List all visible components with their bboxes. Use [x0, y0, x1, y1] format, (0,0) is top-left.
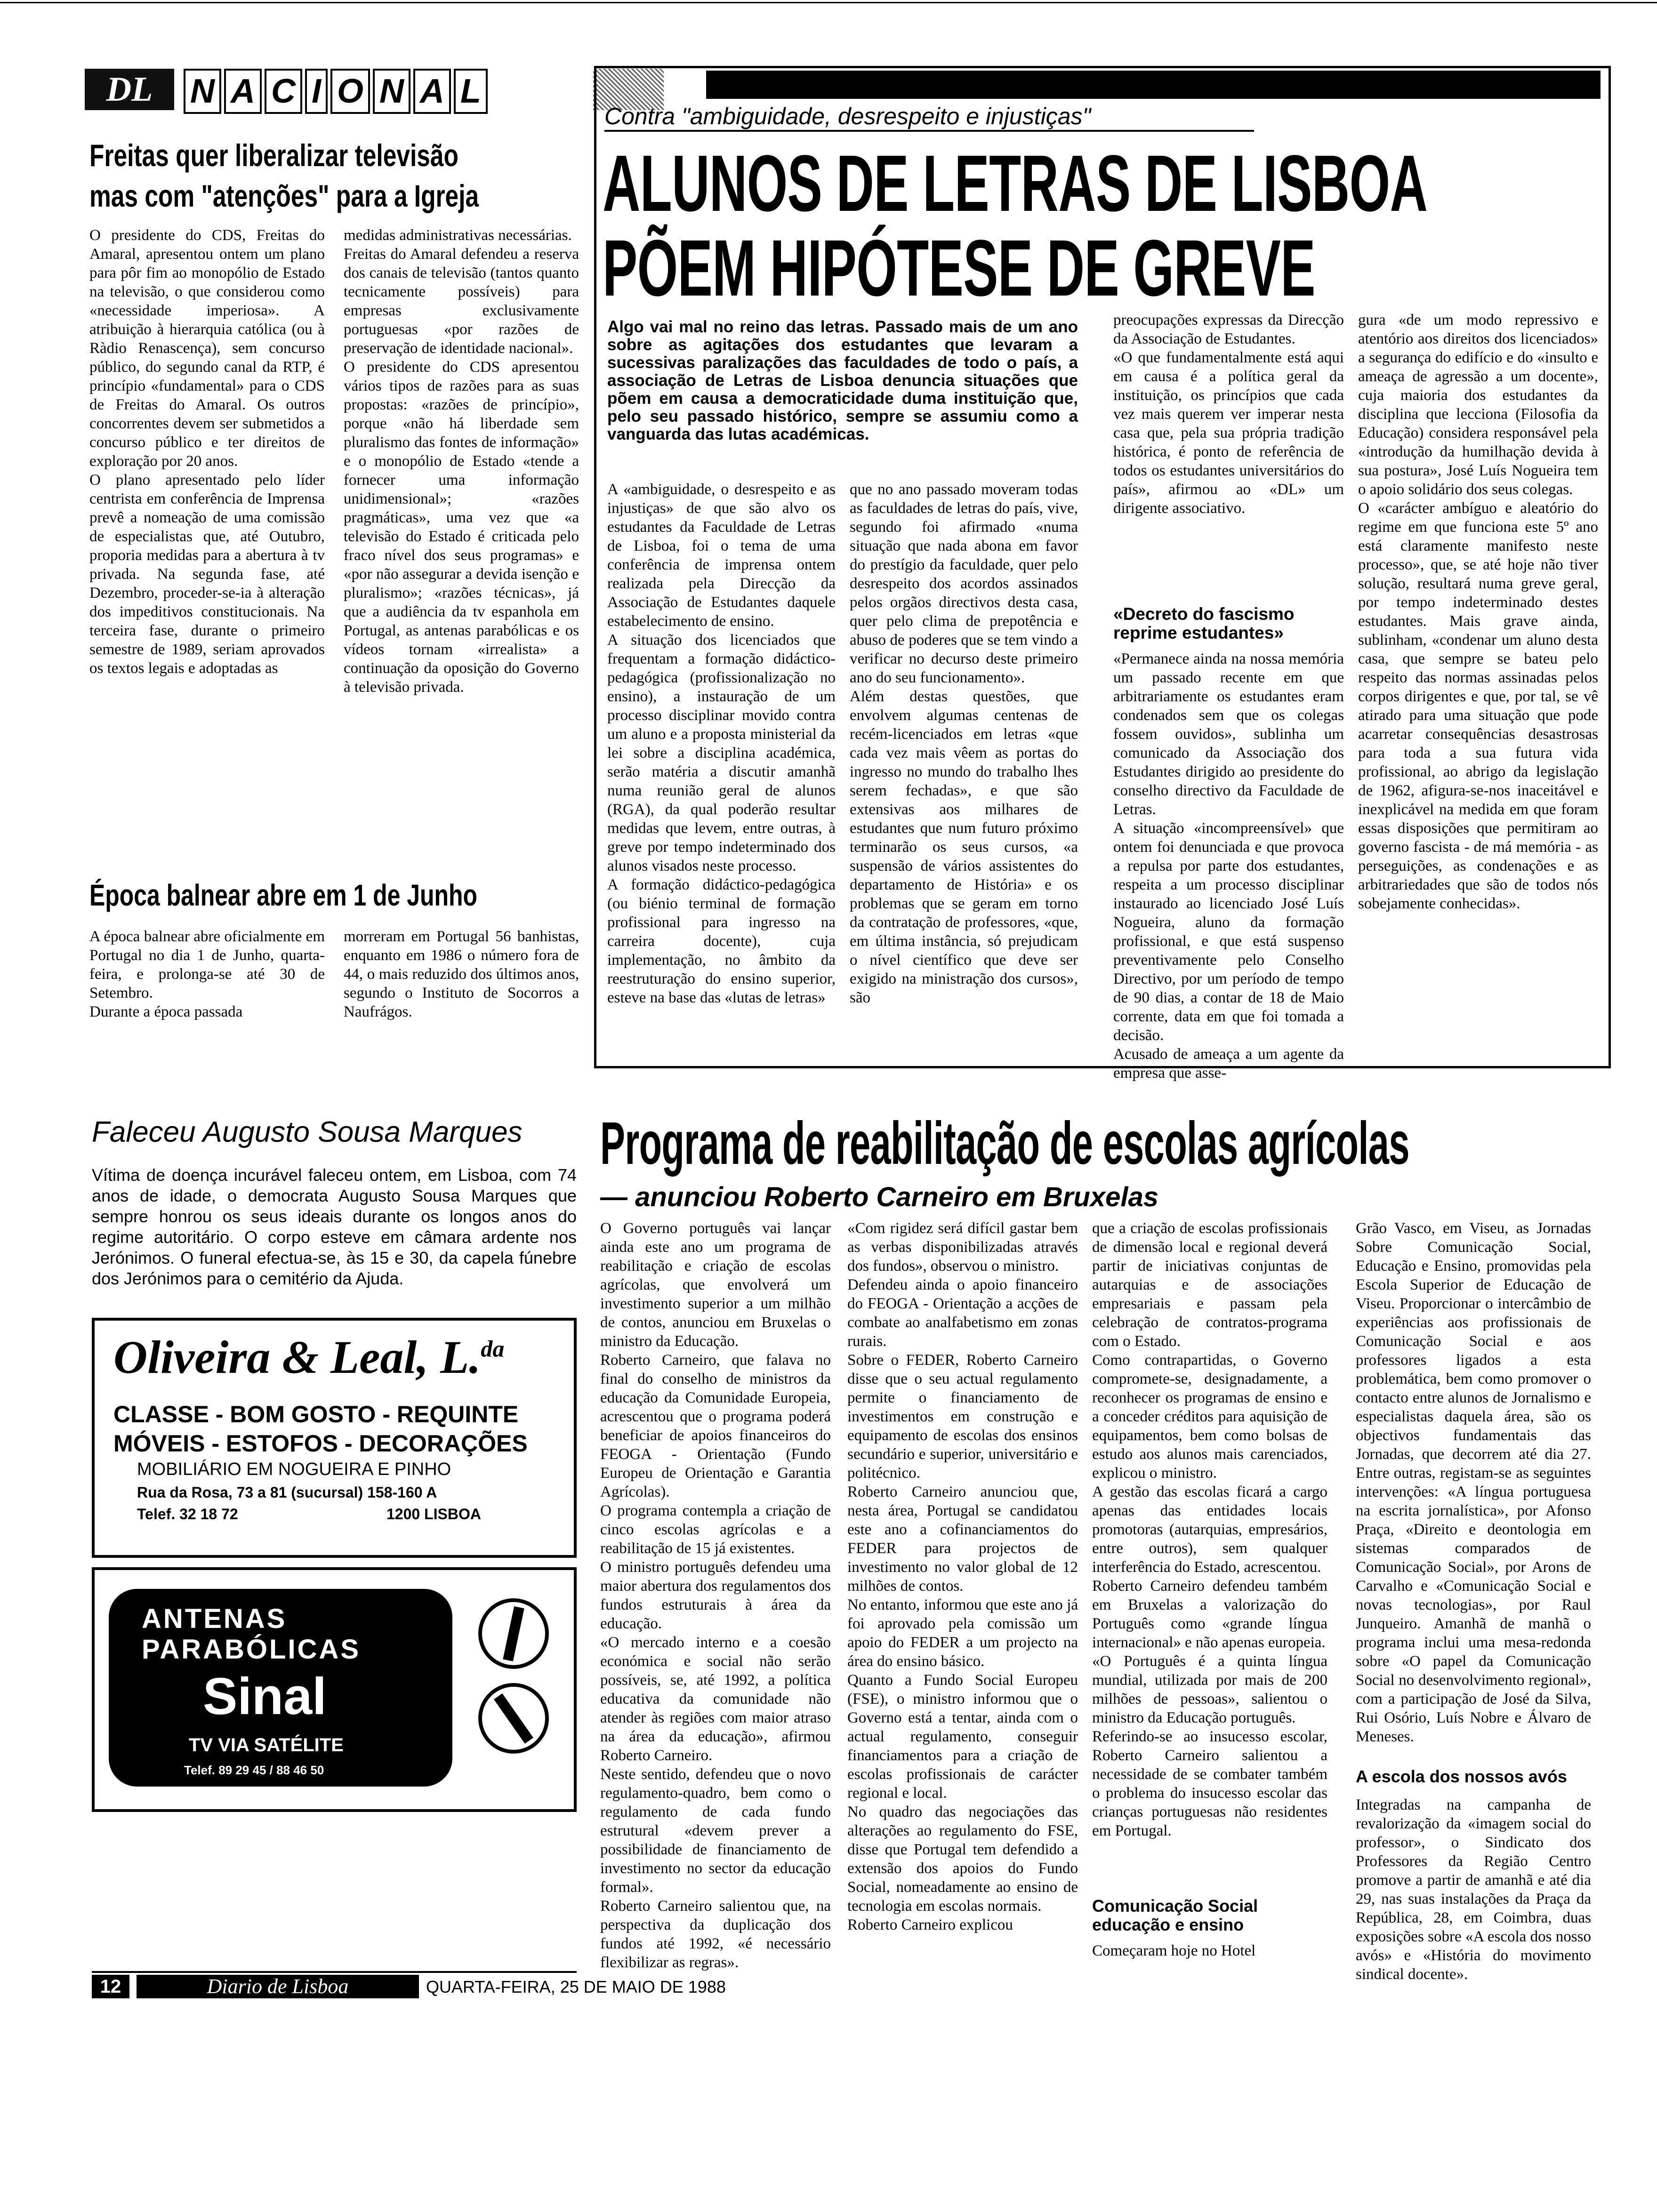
footer-rule: [92, 1971, 577, 1973]
alunos-top-bar: [706, 71, 1601, 99]
alunos-col4: gura «de um modo repressivo e atentório aos direitos dos licenciados» a segurança do edifício e do «insulto e ameaça de agressão a um docente», cuja maioria dos estudantes da disciplina que lecciona (Filosofia da Educação) considera responsável pela «introdução da humilhação devida à sua postura», José Luís Nogueira tem o apoio solidário dos seus colegas. O «carácter ambíguo e aleatório do regime em que funciona este 5º ano está claramente manifesto neste processo», que, se até hoje não tiver solução, resultará numa greve geral, por tempo indeterminado destes estudantes. Mais grave ainda, sublinham, «condenar um aluno desta casa, que sempre se bateu pelo respeito das normas assinadas pelos corpos dirigentes e que, por tal, se vê atirado para uma situação que pode acarretar consequências desastrosas para toda a sua futura vida profissional, ao abrigo da legislação de 1962, afigura-se-nos inaceitável e inexplicável na medida em que foram essas disposições que permitiram ao governo fascista - de má memória - as perseguições, as condenações e as arbitrariedades que são de todos nós sobejamente conhecidas».: [1358, 312, 1598, 912]
programa-subhead: Comunicação Social educação e ensino: [1092, 1896, 1258, 1934]
programa-col1: O Governo português vai lançar ainda este ano um programa de reabilitação e criação de escolas agrícolas, que envolverá um investimento superior a um milhão de contos, anunciou em Bruxelas o ministro da Educação. Roberto Carneiro, que falava no final do conselho de ministros da educação da Comunidade Europeia, acrescentou que o programa poderá beneficiar de apoios financeiros do FEOGA - Orientação (Fundo Europeu de Orientação e Garantia Agrícolas). O programa contempla a criação de cinco escolas agrícolas e a reabilitação de 15 já existentes. O ministro português defendeu uma maior abertura dos regulamentos dos fundos estruturais à área da educação. «O mercado interno e a coesão económica e social não serão possíveis, se, até 1992, a política educativa da comunidade não atender às regiões com maior atraso na área da educação», afirmou Roberto Carneiro. Neste sentido, defendeu que o novo regulamento-quadro, bem como o regulamento de cada fundo estrutural «devem prever a possibilidade de financiamento de investimento no sector da educação formal». Roberto Carneiro salientou que, na perspectiva da duplicação dos fundos até 1992, «é necessário flexibilizar as regras».: [600, 1220, 831, 1971]
section-letter: N: [184, 69, 221, 114]
ad-oliveira-line4: Rua da Rosa, 73 a 81 (sucursal) 158-160 A: [137, 1484, 437, 1501]
ad-oliveira-brand-sup: da: [481, 1335, 505, 1362]
section-letter: I: [305, 69, 328, 114]
section-letter: O: [330, 69, 370, 114]
programa-subheadline: — anunciou Roberto Carneiro em Bruxelas: [600, 1182, 1159, 1212]
programa-col3a: que a criação de escolas profissionais de dimensão local e regional deverá partir de iniciativas conjuntas de autarquias e de associações empresariais e passam pela celebração de contratos-programa com o Estado. Como contrapartidas, o Governo compromete-se, designadamente, a reconhecer os programas de ensino e a conceder créditos para aquisição de equipamentos, bem como bolsas de estudo aos alunos mais carenciados, explicou o ministro. A gestão das escolas ficará a cargo apenas das entidades locais promotoras (autarquias, empresários, entre outros), sem qualquer interferência do Estado, acrescentou. Roberto Carneiro defendeu também em Bruxelas a valorização do Português como «grande língua internacional» e não apenas europeia. «O Português é a quinta língua mundial, utilizada por mais de 200 milhões de pessoas», salientou o ministro da Educação português. Referindo-se ao insucesso escolar, Roberto Carneiro salientou a necessidade de se combater também o problema do insucesso escolar das crianças portuguesas não residentes em Portugal.: [1092, 1220, 1327, 1839]
footer-page-number: 12: [92, 1975, 129, 1998]
ad-oliveira-city: 1200 LISBOA: [386, 1506, 481, 1523]
ad-sinal-line1: ANTENAS: [142, 1603, 287, 1634]
faleceu-headline: Faleceu Augusto Sousa Marques: [92, 1116, 523, 1148]
knob-slash: [503, 1606, 524, 1661]
programa-col4b: Integradas na campanha de revalorização da «imagem social do professor», o Sindicato dos Professores da Região Centro promove a partir de amanhã e até dia 29, nas suas instalações da Praça da República, 28, em Coimbra, duas exposições sobre «A escola dos nosso avós» e «História do movimento sindical docente».: [1356, 1796, 1591, 1983]
ad-oliveira-line1: CLASSE - BOM GOSTO - REQUINTE: [113, 1401, 519, 1427]
epoca-headline: Época balnear abre em 1 de Junho: [89, 878, 477, 912]
programa-col4a: Grão Vasco, em Viseu, as Jornadas Sobre Comunicação Social, Educação e Ensino, promovidas pela Escola Superior de Educação de Viseu. Proporcionar o intercâmbio de experiências aos profissionais de Comunicação Social e aos professores ligados a esta problemática, bem como promover o contacto entre alunos de Jornalismo e especialistas daquela área, são os objectivos fundamentais das Jornadas, que decorrem até dia 27. Entre outras, registam-se as seguintes intervenções: «A língua portuguesa na escrita jornalística», por Afonso Praça, «Direito e deontologia em sistemas comparados de Comunicação Social», por Arons de Carvalho e «Comunicação Social e novas tecnologias», por Raul Junqueiro. Amanhã de manhã o programa inclui uma mesa-redonda sobre «O papel da Comunicação Social no desenvolvimento regional», com a participação de José da Silva, Rui Osório, Luís Nobre e Álvaro de Meneses.: [1356, 1220, 1591, 1745]
ad-sinal-brand: Sinal: [203, 1667, 327, 1725]
freitas-col2: medidas administrativas necessárias. Freitas do Amaral defendeu a reserva dos canais de televisão (tantos quanto tecnicamente possíveis) para empresas exclusivamente portuguesas «por razões de preservação de identidade nacional». O presidente do CDS apresentou vários tipos de razões para as suas propostas: «razões de princípio», porque «não há liberdade sem pluralismo das fontes de informação» e o monopólio de Estado «tende a fornecer uma informação unidimensional»; «razões pragmáticas», uma vez que «a televisão do Estado é criticada pelo fraco nível dos seus programas» e «por não assegurar a devida isenção e pluralismo»; «razões técnicas», já que a audiência da tv espanhola em Portugal, as antenas parabólicas e os vídeos tornam «irrealista» a continuação da oposição do Governo à televisão privada.: [344, 227, 579, 696]
ad-sinal-tagline: TV VIA SATÉLITE: [189, 1735, 344, 1755]
freitas-col1: O presidente do CDS, Freitas do Amaral, apresentou ontem um plano para pôr fim ao monopólio de Estado na televisão, o que considerou como «necessidade imperiosa». A atribuição à hierarquia católica (ou à Ràdio Renascença), sem concurso público, do segundo canal da RTP, é princípio «fundamental» para o CDS de Freitas do Amaral. Os outros concorrentes devem ser submetidos a concurso público e ter direitos de exploração por 20 anos. O plano apresentado pelo líder centrista em conferência de Imprensa prevê a nomeação de uma comissão de especialistas que, até Outubro, proporia medidas para a abertura à tv privada. Na segunda fase, até Dezembro, proceder-se-ia à alteração dos impeditivos constitucionais. Na terceira fase, durante o primeiro semestre de 1989, seriam aprovados os textos legais e adoptadas as: [89, 227, 325, 677]
alunos-col3b: «Permanece ainda na nossa memória um passado recente em que arbitrariamente os estudantes eram condenados sem que os colegas fossem ouvidos», sublinha um comunicado da Associação dos Estudantes dirigido ao presidente do conselho directivo da Faculdade de Letras. A situação «incompreensível» que ontem foi denunciada e que provoca a repulsa por parte dos estudantes, respeita a um processo disciplinar instaurado ao licenciado José Luís Nogueira, aluno da formação profissional, e que está suspenso preventivamente pelo Conselho Directivo, por um período de tempo de 90 dias, a contar de 18 de Maio corrente, data em que foi tomada a decisão. Acusado de ameaça a um agente da empresa que asse-: [1113, 650, 1344, 1082]
alunos-headline-line2: PÕEM HIPÓTESE DE GREVE: [603, 224, 1315, 313]
alunos-headline-line1: ALUNOS DE LETRAS DE LISBOA: [603, 139, 1428, 228]
alunos-kicker: Contra "ambiguidade, desrespeito e injustiças": [604, 103, 1254, 132]
alunos-col1: A «ambiguidade, o desrespeito e as injustiças» de que são alvo os estudantes da Faculdade de Letras de Lisboa, foi o tema de uma conferência de imprensa ontem realizada pela Direcção da Associação de Estudantes daquele estabelecimento de ensino. A situação dos licenciados que frequentam a formação didáctico-pedagógica (profissionalização no ensino), a instauração de um processo disciplinar movido contra um aluno e a proposta ministerial da lei sobre a disciplina académica, serão matéria a discutir amanhã numa reunião geral de alunos (RGA), da qual poderão resultar medidas que levem, entre outras, à greve por tempo indeterminado dos alunos visados neste processo. A formação didáctico-pedagógica (ou biénio terminal de formação profissional para ingresso na carreira docente), cuja implementação, no âmbito da reestruturação do ensino superior, esteve na base das «lutas de letras»: [607, 481, 836, 1006]
dl-logo-text: DL: [106, 70, 153, 109]
epoca-col1: A época balnear abre oficialmente em Portugal no dia 1 de Junho, quarta-feira, e prolonga-se até 30 de Setembro. Durante a época passada: [89, 928, 325, 1020]
programa-subhead2: A escola dos nossos avós: [1356, 1767, 1567, 1786]
ad-oliveira-brand-text: Oliveira & Leal, L.: [113, 1331, 481, 1383]
ad-oliveira-line2: MÓVEIS - ESTOFOS - DECORAÇÕES: [113, 1430, 528, 1457]
freitas-headline-line1: Freitas quer liberalizar televisão: [89, 138, 458, 173]
alunos-col3a: preocupações expressas da Direcção da Associação de Estudantes. «O que fundamentalmente está aqui em causa é a política geral da instituição, os princípios que cada vez mais querem ver imperar nesta casa que, pela sua própria tradição histórica, é ponto de referência de todos os estudantes universitários do país», afirmou ao «DL» um dirigente associativo.: [1113, 312, 1344, 517]
programa-col3b: Começaram hoje no Hotel: [1092, 1942, 1256, 1959]
alunos-subhead: «Decreto do fascismo reprime estudantes»: [1113, 604, 1295, 642]
programa-headline: Programa de reabilitação de escolas agrícolas: [600, 1110, 1409, 1177]
ad-oliveira-line3: MOBILIÁRIO EM NOGUEIRA E PINHO: [137, 1459, 451, 1479]
ad-sinal-line2: PARABÓLICAS: [142, 1634, 361, 1665]
footer-paper-name: Diario de Lisboa: [137, 1975, 419, 1998]
ad-oliveira-brand: [113, 1330, 504, 1384]
section-letter: A: [413, 69, 451, 114]
epoca-col2: morreram em Portugal 56 banhistas, enquanto em 1986 o número fora de 44, o mais reduzido dos últimos anos, segundo o Instituto de Socorros a Naufrágos.: [344, 928, 579, 1020]
section-letter: L: [454, 69, 488, 114]
alunos-lead: Algo vai mal no reino das letras. Passado mais de um ano sobre as agitações dos estudantes que levaram a sucessivas paralizações das faculdades de todo o país, a associação de Letras de Lisboa denuncia situações que põem em causa a democraticidade duma instituição que, pelo seu passado histórico, sempre se assumiu como a vanguarda das lutas académicas.: [607, 318, 1078, 443]
ad-oliveira: [92, 1318, 577, 1558]
section-letter: A: [224, 69, 262, 114]
alunos-col2: que no ano passado moveram todas as faculdades de letras do país, vive, segundo foi afirmado «numa situação que nada abona em favor do prestígio da faculdade, quer pelo desrespeito dos acordos assinados pelos orgãos directivos desta casa, quer pelo clima de prepotência e abuso de poderes que se tem vindo a verificar no decurso deste primeiro ano do seu funcionamento». Além destas questões, que envolvem algumas centenas de recém-licenciados em letras «que cada vez mais vêem as portas do ingresso no mundo do trabalho lhes serem fechadas», e que são extensivas aos milhares de estudantes que num futuro próximo terminarão os seus cursos, «a suspensão de vários assistentes do departamento de História» e os problemas que se geram em torno da contratação de professores, «que, em última instância, só prejudicam o nível científico que deve ser exigido na ministração dos cursos», são: [850, 481, 1078, 1006]
section-title: [184, 69, 491, 114]
knob-icon: [478, 1598, 549, 1669]
knob-icon: [478, 1683, 549, 1754]
section-letter: N: [373, 69, 410, 114]
knob-slash: [494, 1693, 533, 1744]
ad-sinal: [92, 1567, 577, 1812]
ad-sinal-phone: Telef. 89 29 45 / 88 46 50: [184, 1763, 324, 1777]
footer-date: QUARTA-FEIRA, 25 DE MAIO DE 1988: [426, 1977, 726, 1996]
faleceu-body: Vítima de doença incurável faleceu ontem, em Lisboa, com 74 anos de idade, o democrata Augusto Sousa Marques que sempre honrou os seus ideais durante os longos anos do regime autoritário. O corpo esteve em câmara ardente nos Jerónimos. O funeral efectua-se, às 15 e 30, da capela fúnebre dos Jerónimos para o cemitério da Ajuda.: [92, 1165, 577, 1288]
section-letter: C: [265, 69, 302, 114]
dl-logo: [85, 69, 174, 110]
section-banner: [85, 66, 560, 113]
freitas-headline-line2: mas com "atenções" para a Igreja: [89, 178, 479, 213]
ad-oliveira-phone: Telef. 32 18 72: [137, 1506, 238, 1523]
top-rule: [0, 2, 1657, 3]
programa-col2: «Com rigidez será difícil gastar bem as verbas disponibilizadas através dos fundos», observou o ministro. Defendeu ainda o apoio financeiro do FEOGA - Orientação a acções de combate ao analfabetismo em zonas rurais. Sobre o FEDER, Roberto Carneiro disse que o seu actual regulamento permite o financiamento de investimentos em construção e equipamento de escolas dos ensinos secundário e superior, universitário e politécnico. Roberto Carneiro anunciou que, nesta área, Portugal se candidatou este ano a cofinanciamentos do FEDER para projectos de investimento no valor global de 12 milhões de contos. No entanto, informou que este ano já foi aprovado pela comissão um apoio do FEDER a um projecto na área do ensino básico. Quanto a Fundo Social Europeu (FSE), o ministro informou que o Governo está a tentar, ainda com o actual regulamento, conseguir financiamentos para a criação de escolas profissionais de carácter regional e local. No quadro das negociações das alterações ao regulamento do FSE, disse que Portugal tem defendido a extensão dos apoios do Fundo Social, nomeadamente ao ensino de tecnologia em escolas normais. Roberto Carneiro explicou: [847, 1220, 1078, 1933]
